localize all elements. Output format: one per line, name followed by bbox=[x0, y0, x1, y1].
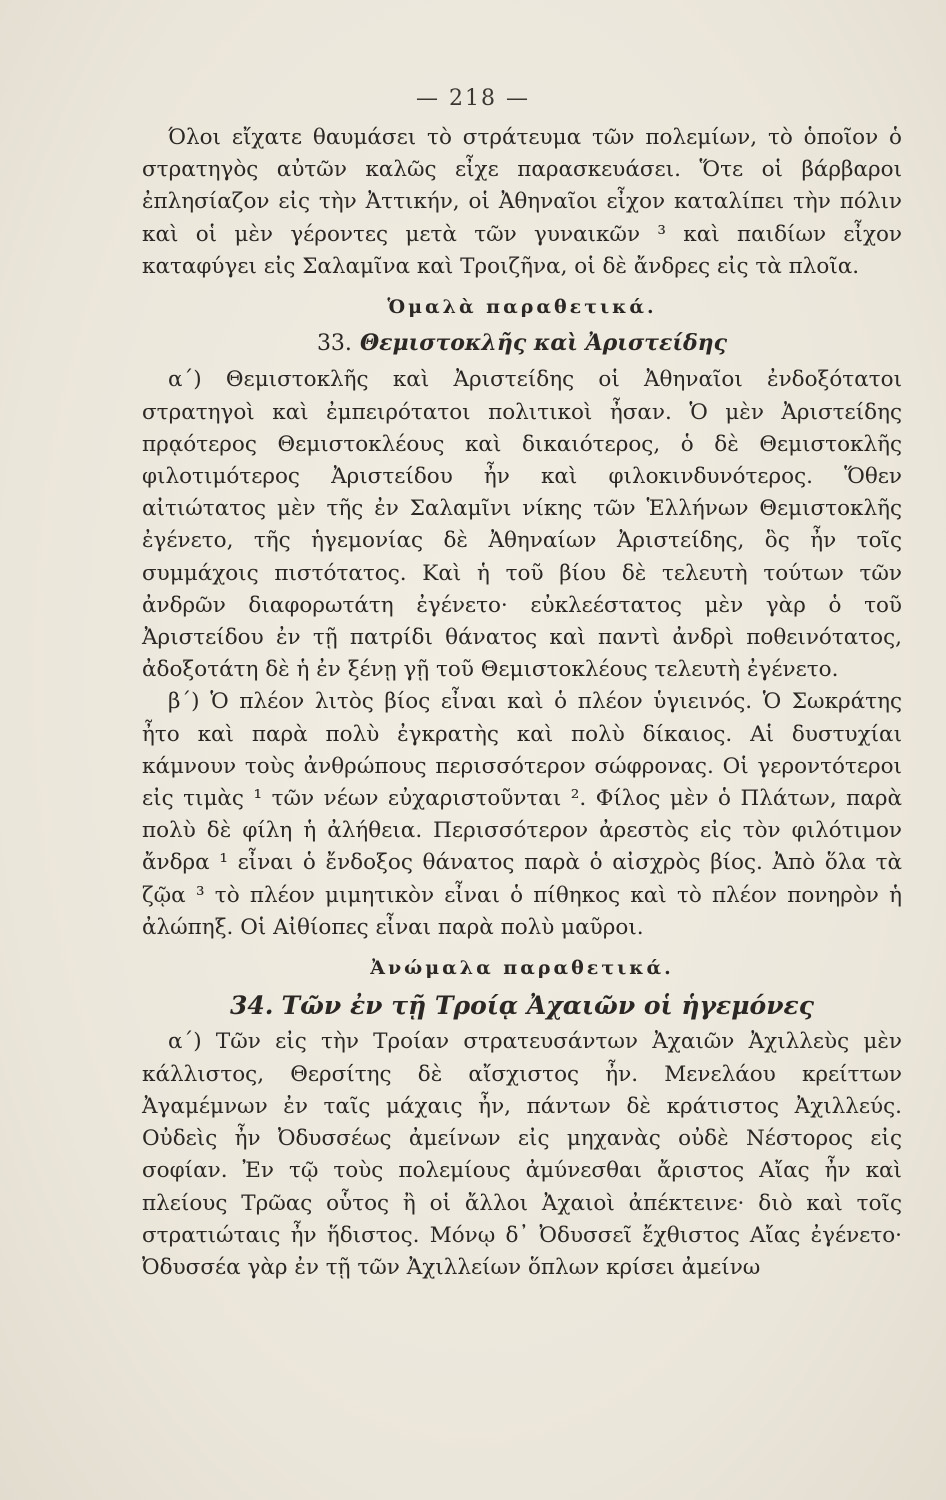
section-34-label: Ἀνώμαλα παραθετικά. bbox=[370, 957, 674, 980]
section-34-number: 34. bbox=[230, 991, 274, 1021]
section-33-paragraph-b: β΄) Ὁ πλέον λιτὸς βίος εἶναι καὶ ὁ πλέον ὑγιεινός. Ὁ Σωκράτης ἦτο καὶ παρὰ πολὺ ἐγκρατὴς καὶ πολὺ δίκαιος. Αἱ δυστυχίαι κάμνουν τοὺς ἀνθρώπους περισσότερον σώφρονας. Οἱ γεροντότεροι εἰς τιμὰς ¹ τῶν νέων εὐχαριστοῦνται ². Φίλος μὲν ὁ Πλάτων, παρὰ πολὺ δὲ φίλη ἡ ἀλήθεια. Περισσότερον ἀρεστὸς εἰς τὸν φιλότιμον ἄνδρα ¹ εἶναι ὁ ἔνδοξος θάνατος παρὰ ὁ αἰσχρὸς βίος. Ἀπὸ ὅλα τὰ ζῷα ³ τὸ πλέον μιμητικὸν εἶναι ὁ πίθηκος καὶ τὸ πλέον πονηρὸν ἡ ἀλώπηξ. Οἱ Αἰθίοπες εἶναι παρὰ πολὺ μαῦροι. bbox=[142, 689, 902, 940]
intro-paragraph: Όλοι εἴχατε θαυμάσει τὸ στράτευμα τῶν πολεμίων, τὸ ὁποῖον ὁ στρατηγὸς αὐτῶν καλῶς εἶχε παρασκευάσει. Ὅτε οἱ βάρβαροι ἐπλησίαζον εἰς τὴν Ἀττικήν, οἱ Ἀθηναῖοι εἶχον καταλίπει τὴν πόλιν καὶ οἱ μὲν γέροντες μετὰ τῶν γυναικῶν ³ καὶ παιδίων εἶχον καταφύγει εἰς Σαλαμῖνα καὶ Τροιζῆνα, οἱ δὲ ἄνδρες εἰς τὰ πλοῖα. bbox=[142, 125, 902, 279]
section-33-title: Θεμιστοκλῆς καὶ Ἀριστείδης bbox=[359, 330, 728, 357]
section-33-label: Ὁμαλὰ παραθετικά. bbox=[387, 296, 657, 319]
page-body bbox=[142, 122, 902, 1284]
page-number: — 218 — bbox=[416, 86, 530, 111]
section-34-paragraph-a: α΄) Τῶν εἰς τὴν Τροίαν στρατευσάντων Ἀχαιῶν Ἀχιλλεὺς μὲν κάλλιστος, Θερσίτης δὲ αἴσχιστος ἦν. Μενελάου κρείττων Ἀγαμέμνων ἐν ταῖς μάχαις ἦν, πάντων δὲ κράτιστος Ἀχιλλεύς. Οὐδεὶς ἦν Ὀδυσσέως ἀμείνων εἰς μηχανὰς οὐδὲ Νέστορος εἰς σοφίαν. Ἐν τῷ τοὺς πολεμίους ἀμύνεσθαι ἄριστος Αἴας ἦν καὶ πλείους Τρῶας οὗτος ἢ οἱ ἄλλοι Ἀχαιοὶ ἀπέκτεινε· διὸ καὶ τοῖς στρατιώταις ἦν ἥδιστος. Μόνῳ δ᾽ Ὀδυσσεῖ ἔχθιστος Αἴας ἐγένετο· Ὀδυσσέα γὰρ ἐν τῇ τῶν Ἀχιλλείων ὅπλων κρίσει ἀμείνω bbox=[142, 1029, 902, 1280]
section-33-number: 33. bbox=[316, 331, 352, 357]
section-34-title: Τῶν ἐν τῇ Τροίᾳ Ἀχαιῶν οἱ ἡγεμόνες bbox=[281, 991, 814, 1021]
section-33-heading bbox=[142, 327, 902, 360]
section-33-paragraph-a: α΄) Θεμιστοκλῆς καὶ Ἀριστείδης οἱ Ἀθηναῖοι ἐνδοξότατοι στρατηγοὶ καὶ ἐμπειρότατοι πολιτικοὶ ἦσαν. Ὁ μὲν Ἀριστείδης πρᾳότερος Θεμιστοκλέους καὶ δικαιότερος, ὁ δὲ Θεμιστοκλῆς φιλοτιμότερος Ἀριστείδου ἦν καὶ φιλοκινδυνότερος. Ὅθεν αἰτιώτατος μὲν τῆς ἐν Σαλαμῖνι νίκης τῶν Ἑλλήνων Θεμιστοκλῆς ἐγένετο, τῆς ἡγεμονίας δὲ Ἀθηναίων Ἀριστείδης, ὃς ἦν τοῖς συμμάχοις πιστότατος. Καὶ ἡ τοῦ βίου δὲ τελευτὴ τούτων τῶν ἀνδρῶν διαφορωτάτη ἐγένετο· εὐκλεέστατος μὲν γὰρ ὁ τοῦ Ἀριστείδου ἐν τῇ πατρίδι θάνατος καὶ παντὶ ἀνδρὶ ποθεινότατος, ἀδοξοτάτη δὲ ἡ ἐν ξένῃ γῇ τοῦ Θεμιστοκλέους τελευτὴ ἐγένετο. bbox=[142, 367, 902, 683]
section-34-heading bbox=[142, 990, 902, 1022]
